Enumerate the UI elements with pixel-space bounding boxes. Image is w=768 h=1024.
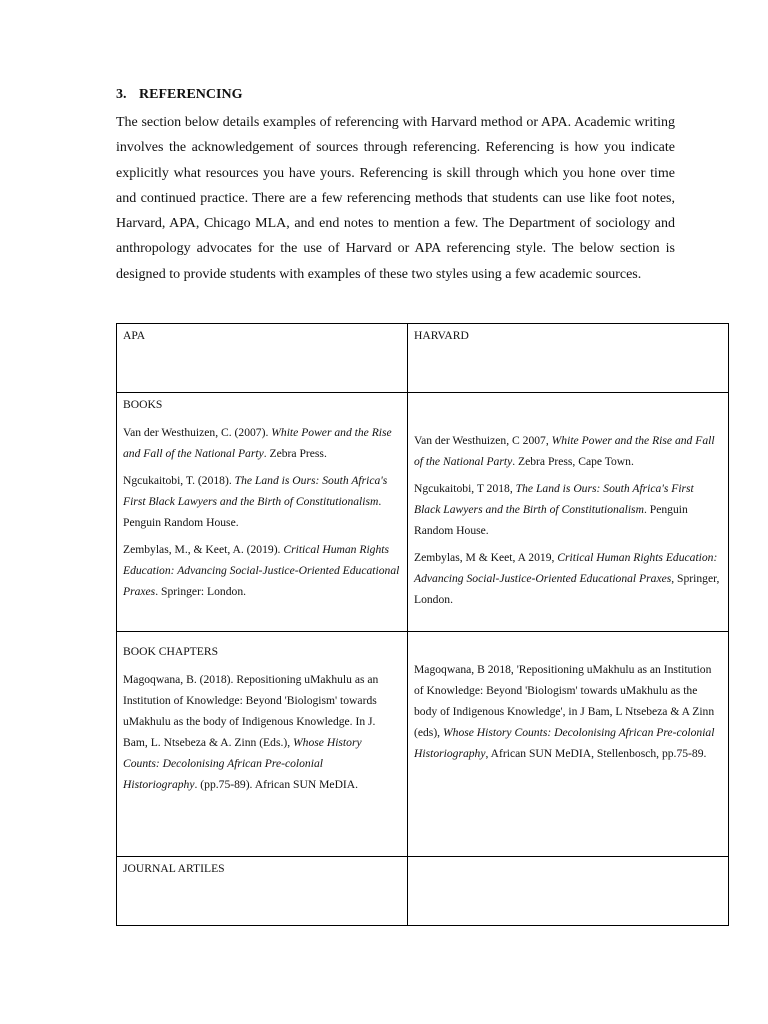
apa-header: APA — [117, 324, 408, 393]
journals-apa-cell — [117, 857, 408, 926]
section-heading — [116, 87, 242, 103]
books-label: BOOKS — [123, 398, 163, 411]
book-entry-apa-3: Zembylas, M., & Keet, A. (2019). Critical Human Rights Education: Advancing Social-Justice-Oriented Educational Praxes. Springer: London. — [123, 543, 400, 598]
chapters-apa-cell — [117, 632, 408, 857]
chapters-harvard-cell — [408, 632, 729, 857]
table-header-row — [117, 324, 729, 393]
chapter-entry-harvard: Magoqwana, B 2018, 'Repositioning uMakhulu as an Institution of Knowledge: Beyond 'Biologism' towards uMakhulu as the body of Indigenous Knowledge', in J Bam, L Ntsebeza & A Zinn (eds), Whose History Counts: Decolonising African Pre-colonial Historiography, African SUN MeDIA, Stellenbosch, pp.75-89. — [414, 663, 715, 760]
books-harvard-cell — [408, 393, 729, 632]
journals-row — [117, 857, 729, 926]
book-entry-harvard-3: Zembylas, M & Keet, A 2019, Critical Human Rights Education: Advancing Social-Justice-Oriented Educational Praxes, Springer, London. — [414, 551, 720, 606]
intro-paragraph: The section below details examples of referencing with Harvard method or APA. Academic writing involves the acknowledgement of sources through referencing. Referencing is how you indicate explicitly what resources you have yours. Referencing is skill through which you hone over time and continued practice. There are a few referencing methods that students can use like foot notes, Harvard, APA, Chicago MLA, and end notes to mention a few. The Department of sociology and anthropology advocates for the use of Harvard or APA referencing style. The below section is designed to provide students with examples of these two styles using a few academic sources. — [116, 115, 675, 282]
book-entry-harvard-1: Van der Westhuizen, C 2007, White Power and the Rise and Fall of the National Party. Zebra Press, Cape Town. — [414, 434, 715, 468]
book-entry-apa-1: Van der Westhuizen, C. (2007). White Power and the Rise and Fall of the National Party. Zebra Press. — [123, 426, 392, 460]
chapters-row — [117, 632, 729, 857]
book-entry-harvard-2: Ngcukaitobi, T 2018, The Land is Ours: South Africa's First Black Lawyers and the Birth of Constitutionalism. Penguin Random House. — [414, 482, 694, 537]
chapter-entry-apa: Magoqwana, B. (2018). Repositioning uMakhulu as an Institution of Knowledge: Beyond 'Biologism' towards uMakhulu as the body of Indigenous Knowledge. In J. Bam, L. Ntsebeza & A. Zinn (Eds.), Whose History Counts: Decolonising African Pre-colonial Historiography. (pp.75-89). African SUN MeDIA. — [123, 673, 379, 791]
book-entry-apa-2: Ngcukaitobi, T. (2018). The Land is Ours: South Africa's First Black Lawyers and the Birth of Constitutionalism. Penguin Random House. — [123, 474, 388, 529]
chapters-label: BOOK CHAPTERS — [123, 645, 219, 658]
section-number: 3. — [116, 87, 127, 102]
journals-harvard-cell — [408, 857, 729, 926]
books-row — [117, 393, 729, 632]
books-apa-cell — [117, 393, 408, 632]
referencing-table — [116, 323, 729, 926]
section-title: REFERENCING — [139, 87, 243, 102]
harvard-header: HARVARD — [408, 324, 729, 393]
journals-label: JOURNAL ARTILES — [123, 862, 225, 875]
